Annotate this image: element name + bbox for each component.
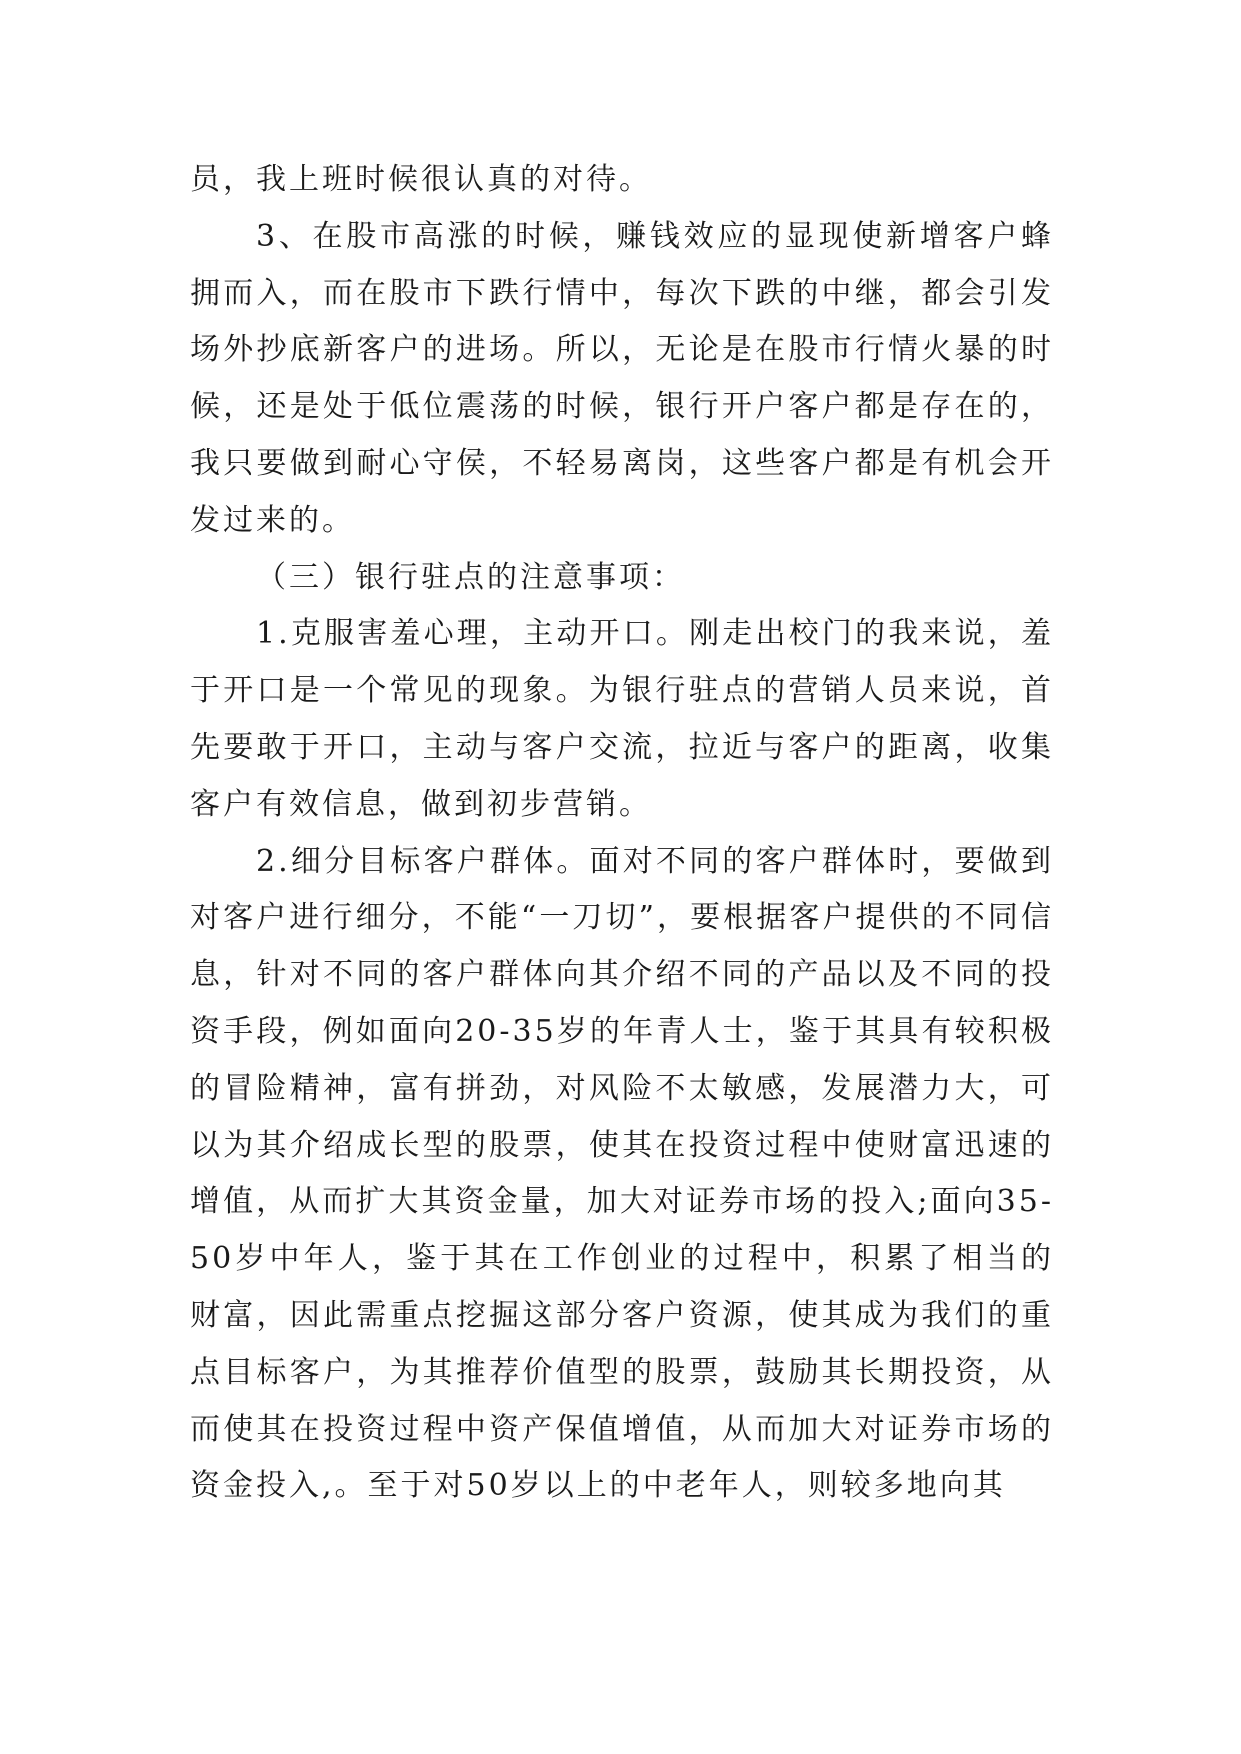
paragraph-point-3: 3、在股市高涨的时候，赚钱效应的显现使新增客户蜂拥而入，而在股市下跌行情中，每次下跌的中继，都会引发场外抄底新客户的进场。所以，无论是在股市行情火暴的时候，还是处于低位震荡的时候，银行开户客户都是存在的，我只要做到耐心守侯，不轻易离岗，这些客户都是有机会开发过来的。 bbox=[190, 218, 1054, 538]
paragraph-item-1: 1.克服害羞心理，主动开口。刚走出校门的我来说，羞于开口是一个常见的现象。为银行驻点的营销人员来说，首先要敢于开口，主动与客户交流，拉近与客户的距离，收集客户有效信息，做到初步营销。 bbox=[190, 616, 1054, 822]
paragraph-item-2: 2.细分目标客户群体。面对不同的客户群体时，要做到对客户进行细分，不能“一刀切”，要根据客户提供的不同信息，针对不同的客户群体向其介绍不同的产品以及不同的投资手段，例如面向20-35岁的年青人士，鉴于其具有较积极的冒险精神，富有拼劲，对风险不太敏感，发展潜力大，可以为其介绍成长型的股票，使其在投资过程中使财富迅速的增值，从而扩大其资金量，加大对证券市场的投入;面向35-50岁中年人，鉴于其在工作创业的过程中，积累了相当的财富，因此需重点挖掘这部分客户资源，使其成为我们的重点目标客户，为其推荐价值型的股票，鼓励其长期投资，从而使其在投资过程中资产保值增值，从而加大对证券市场的资金投入,。至于对50岁以上的中老年人，则较多地向其 bbox=[190, 843, 1054, 1504]
section-heading-precautions: （三）银行驻点的注意事项： bbox=[256, 559, 685, 595]
document-body bbox=[190, 152, 1054, 1515]
paragraph-continuation: 员，我上班时候很认真的对待。 bbox=[190, 162, 652, 197]
